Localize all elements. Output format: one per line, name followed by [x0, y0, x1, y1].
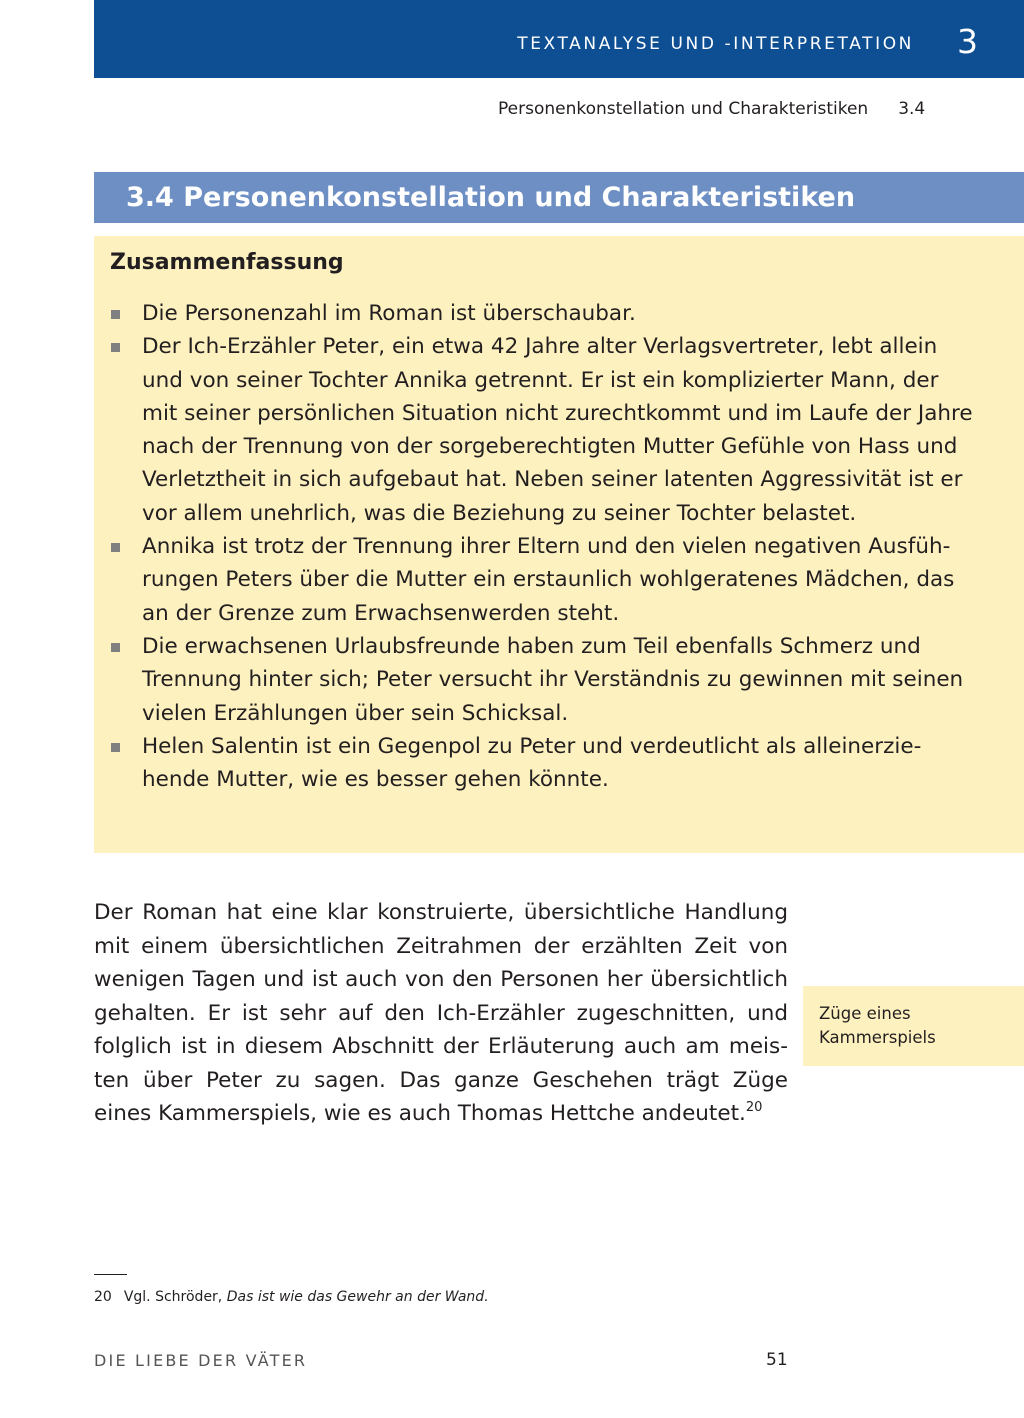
footer-book-title: DIE LIEBE DER VÄTER	[94, 1351, 308, 1370]
footnote-prefix: Vgl. Schröder,	[123, 1289, 223, 1305]
square-bullet-icon	[111, 310, 120, 319]
footnote-reference: 20	[745, 1100, 763, 1115]
summary-item-text: Annika ist trotz der Trennung ihrer Eltern und den vielen negativen Ausführungen Peters über die Mutter ein erstaunlich wohlgeratenes Mädchen, das an der Grenze zum Erwachsenwerden steht.	[142, 534, 955, 626]
summary-item	[110, 297, 980, 330]
square-bullet-icon	[111, 343, 120, 352]
square-bullet-icon	[111, 543, 120, 552]
footnote-divider	[94, 1274, 127, 1275]
footnote-source-title: Das ist wie das Gewehr an der Wand.	[226, 1289, 489, 1305]
summary-item	[110, 730, 980, 797]
body-paragraph	[94, 896, 788, 1131]
summary-list	[110, 297, 980, 796]
chapter-number: 3	[957, 22, 978, 61]
margin-note-line: Züge eines	[819, 1004, 911, 1023]
running-head	[498, 99, 925, 119]
summary-box	[94, 236, 1024, 853]
summary-title: Zusammenfassung	[110, 250, 344, 275]
chapter-header-bar	[94, 0, 1024, 78]
summary-item-text: Die Personenzahl im Roman ist überschaubar.	[142, 301, 636, 326]
margin-note-line: Kammerspiels	[819, 1028, 936, 1047]
summary-item-text: Helen Salentin ist ein Gegenpol zu Peter und verdeutlicht als alleinerziehende Mutter, wie es besser gehen könnte.	[142, 733, 922, 793]
running-section-number: 3.4	[898, 99, 926, 119]
footnote-number: 20	[94, 1289, 112, 1305]
summary-item	[110, 630, 980, 730]
body-paragraph-text: Der Roman hat eine klar konstruierte, übersichtliche Handlung mit einem übersichtlichen Zeitrahmen der erzählten Zeit von wenigen Tagen und ist auch von den Personen her übersichtlich gehalten. Er ist sehr auf den Ich-Erzähler zugeschnitten, und folglich ist in diesem Abschnitt der Erläuterung auch am meisten über Peter zu sagen. Das ganze Geschehen trägt Züge eines Kammerspiels, wie es auch Thomas Hettche andeutet.	[94, 900, 788, 1126]
summary-item-text: Die erwachsenen Urlaubsfreunde haben zum Teil ebenfalls Schmerz und Trennung hinter sich; Peter versucht ihr Verständnis zu gewinnen mit seinen vielen Erzählungen über sein Schicksal.	[142, 633, 964, 726]
square-bullet-icon	[111, 743, 120, 752]
footnote	[94, 1289, 489, 1305]
summary-item	[110, 530, 980, 630]
page-number: 51	[766, 1350, 788, 1370]
section-heading: 3.4 Personenkonstellation und Charakteristiken	[94, 172, 1024, 223]
summary-item	[110, 330, 980, 530]
margin-note	[803, 986, 1024, 1066]
chapter-label: TEXTANALYSE UND -INTERPRETATION	[517, 34, 914, 54]
summary-item-text: Der Ich-Erzähler Peter, ein etwa 42 Jahre alter Verlagsvertreter, lebt allein und von seiner Tochter Annika getrennt. Er ist ein komplizierter Mann, der mit seiner persönlichen Situation nicht zurechtkommt und im Laufe der Jahre nach der Trennung von der sorgeberechtigten Mutter Gefühle von Hass und Verletztheit in sich aufgebaut hat. Neben seiner latenten Aggressivität ist er vor allem unehrlich, was die Beziehung zu seiner Tochter belastet.	[142, 334, 973, 526]
square-bullet-icon	[111, 643, 120, 652]
running-title: Personenkonstellation und Charakteristiken	[498, 99, 869, 119]
